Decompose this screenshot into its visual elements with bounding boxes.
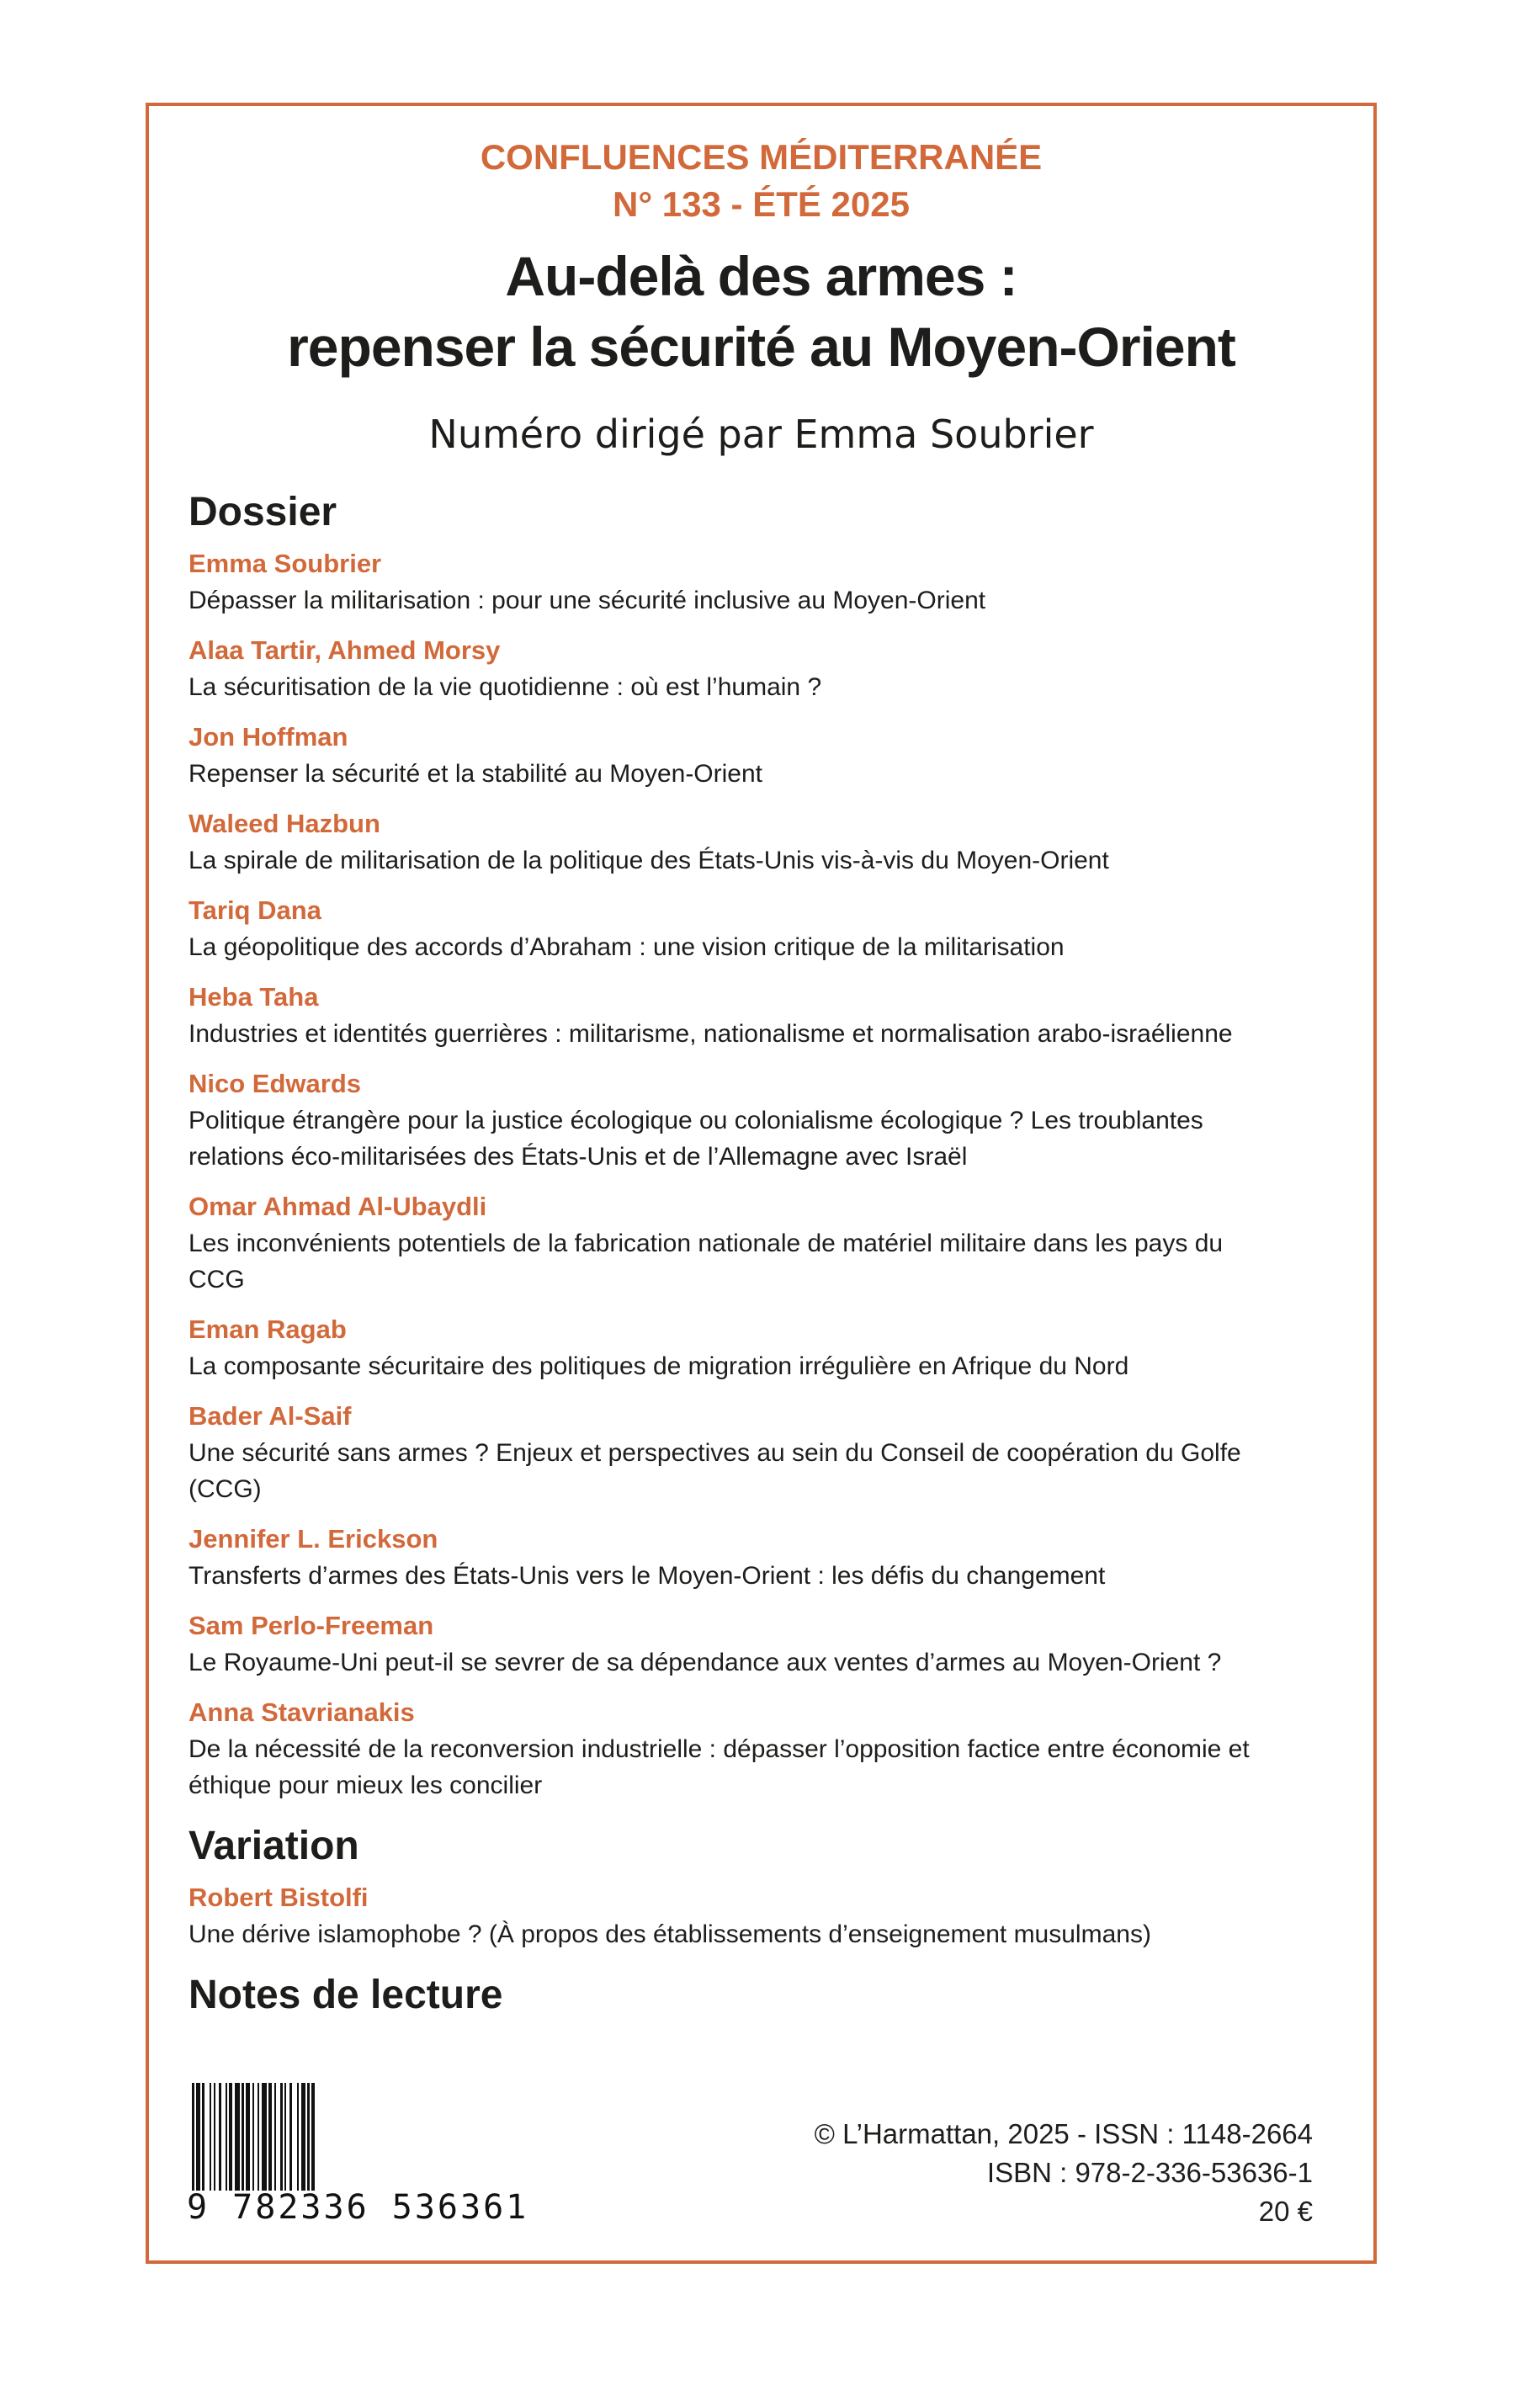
toc-entry (189, 719, 1282, 792)
entry-author: Bader Al-Saif (189, 1401, 352, 1431)
barcode-digits: 9 782336 536361 (187, 2188, 529, 2227)
entry-title: Une dérive islamophobe ? (À propos des établissements d’enseignement musulmans) (189, 1920, 1151, 1948)
barcode (192, 2083, 554, 2184)
barcode-bar (229, 2083, 232, 2191)
entry-author: Emma Soubrier (189, 549, 382, 578)
barcode-bar (202, 2083, 204, 2191)
toc-entry (189, 1607, 1282, 1681)
barcode-bar (258, 2083, 259, 2191)
toc-entry (189, 892, 1282, 965)
entry-author: Anna Stavrianakis (189, 1697, 415, 1727)
entry-title: De la nécessité de la reconversion industrielle : dépasser l’opposition factice entre économie et éthique pour mieux les concilier (189, 1735, 1250, 1799)
issue-number: N° 133 - ÉTÉ 2025 (613, 184, 910, 224)
section-spacer (189, 1952, 1282, 1963)
toc-entry (189, 805, 1282, 879)
entry-title: Le Royaume-Uni peut-il se sevrer de sa dépendance aux ventes d’armes au Moyen-Orient ? (189, 1649, 1222, 1676)
entry-author: Heba Taha (189, 982, 319, 1012)
toc-entry (189, 1311, 1282, 1384)
entry-author: Jennifer L. Erickson (189, 1524, 438, 1554)
entry-author: Eman Ragab (189, 1315, 347, 1344)
barcode-bar (297, 2083, 299, 2191)
entry-author: Jon Hoffman (189, 722, 348, 752)
issue-editor: Numéro dirigé par Emma Soubrier (428, 412, 1094, 457)
barcode-bar (196, 2083, 200, 2191)
issue-title-line-2: repenser la sécurité au Moyen-Orient (287, 316, 1235, 378)
entry-author: Robert Bistolfi (189, 1883, 369, 1912)
barcode-bar (284, 2083, 286, 2191)
barcode-bar (262, 2083, 267, 2191)
barcode-bar (274, 2083, 276, 2191)
entry-title: Dépasser la militarisation : pour une sécurité inclusive au Moyen-Orient (189, 587, 986, 614)
copyright-issn: © L’Harmattan, 2025 - ISSN : 1148-2664 (814, 2118, 1313, 2149)
toc-entry (189, 1521, 1282, 1594)
toc-entry (189, 1065, 1282, 1175)
barcode-bar (289, 2083, 292, 2191)
entry-author: Tariq Dana (189, 895, 321, 925)
section-spacer (189, 1803, 1282, 1814)
entry-title: Transferts d’armes des États-Unis vers le Moyen-Orient : les défis du changement (189, 1562, 1106, 1590)
entry-author: Alaa Tartir, Ahmed Morsy (189, 635, 501, 665)
toc-entry (189, 1398, 1282, 1507)
entry-author: Sam Perlo-Freeman (189, 1611, 434, 1640)
issue-title (146, 241, 1377, 382)
barcode-bar (226, 2083, 227, 2191)
entry-author: Nico Edwards (189, 1069, 361, 1098)
barcode-bar (280, 2083, 283, 2191)
barcode-bar (252, 2083, 254, 2191)
entry-author: Omar Ahmad Al-Ubaydli (189, 1192, 487, 1221)
barcode-bar (311, 2083, 315, 2191)
entry-title: Politique étrangère pour la justice écologique ou colonialisme écologique ? Les troublantes relations éco-militarisées des États-Unis et de l’Allemagne avec Israël (189, 1107, 1203, 1171)
toc-entry (189, 1879, 1282, 1952)
barcode-bar (246, 2083, 250, 2191)
entry-title: La composante sécuritaire des politiques de migration irrégulière en Afrique du Nord (189, 1352, 1129, 1380)
section-heading-variation: Variation (189, 1824, 359, 1868)
barcode-bar (301, 2083, 305, 2191)
barcode-bar (235, 2083, 240, 2191)
section-heading-dossier: Dossier (189, 490, 337, 534)
isbn-line: ISBN : 978-2-336-53636-1 (986, 2157, 1313, 2188)
barcode-bar (242, 2083, 244, 2191)
entry-title: La spirale de militarisation de la politique des États-Unis vis-à-vis du Moyen-Orient (189, 847, 1109, 874)
entry-title: Les inconvénients potentiels de la fabrication nationale de matériel militaire dans les pays du CCG (189, 1230, 1224, 1293)
price: 20 € (1258, 2196, 1313, 2227)
entry-title: Une sécurité sans armes ? Enjeux et perspectives au sein du Conseil de coopération du Golfe (CCG) (189, 1439, 1241, 1503)
entry-author: Waleed Hazbun (189, 809, 380, 838)
series-name: CONFLUENCES MÉDITERRANÉE (480, 137, 1043, 177)
toc-entry (189, 1694, 1282, 1803)
entry-title: Repenser la sécurité et la stabilité au Moyen-Orient (189, 760, 763, 788)
barcode-bar (219, 2083, 221, 2191)
toc-entry (189, 545, 1282, 619)
barcode-bar (210, 2083, 211, 2191)
variation-list (189, 1879, 1282, 1952)
entry-title: La géopolitique des accords d’Abraham : une vision critique de la militarisation (189, 933, 1065, 961)
section-heading-notes: Notes de lecture (189, 1973, 503, 2017)
toc-entry (189, 979, 1282, 1052)
barcode-bar (192, 2083, 194, 2191)
table-of-contents (189, 480, 1282, 2028)
dossier-list (189, 545, 1282, 1803)
entry-title: La sécuritisation de la vie quotidienne : où est l’humain ? (189, 673, 822, 701)
issue-title-line-1: Au-delà des armes : (505, 245, 1017, 307)
toc-entry (189, 632, 1282, 705)
barcode-bar (268, 2083, 272, 2191)
barcode-bar (214, 2083, 215, 2191)
toc-entry (189, 1188, 1282, 1298)
barcode-bar (307, 2083, 310, 2191)
entry-title: Industries et identités guerrières : militarisme, nationalisme et normalisation arabo-israélienne (189, 1020, 1233, 1048)
